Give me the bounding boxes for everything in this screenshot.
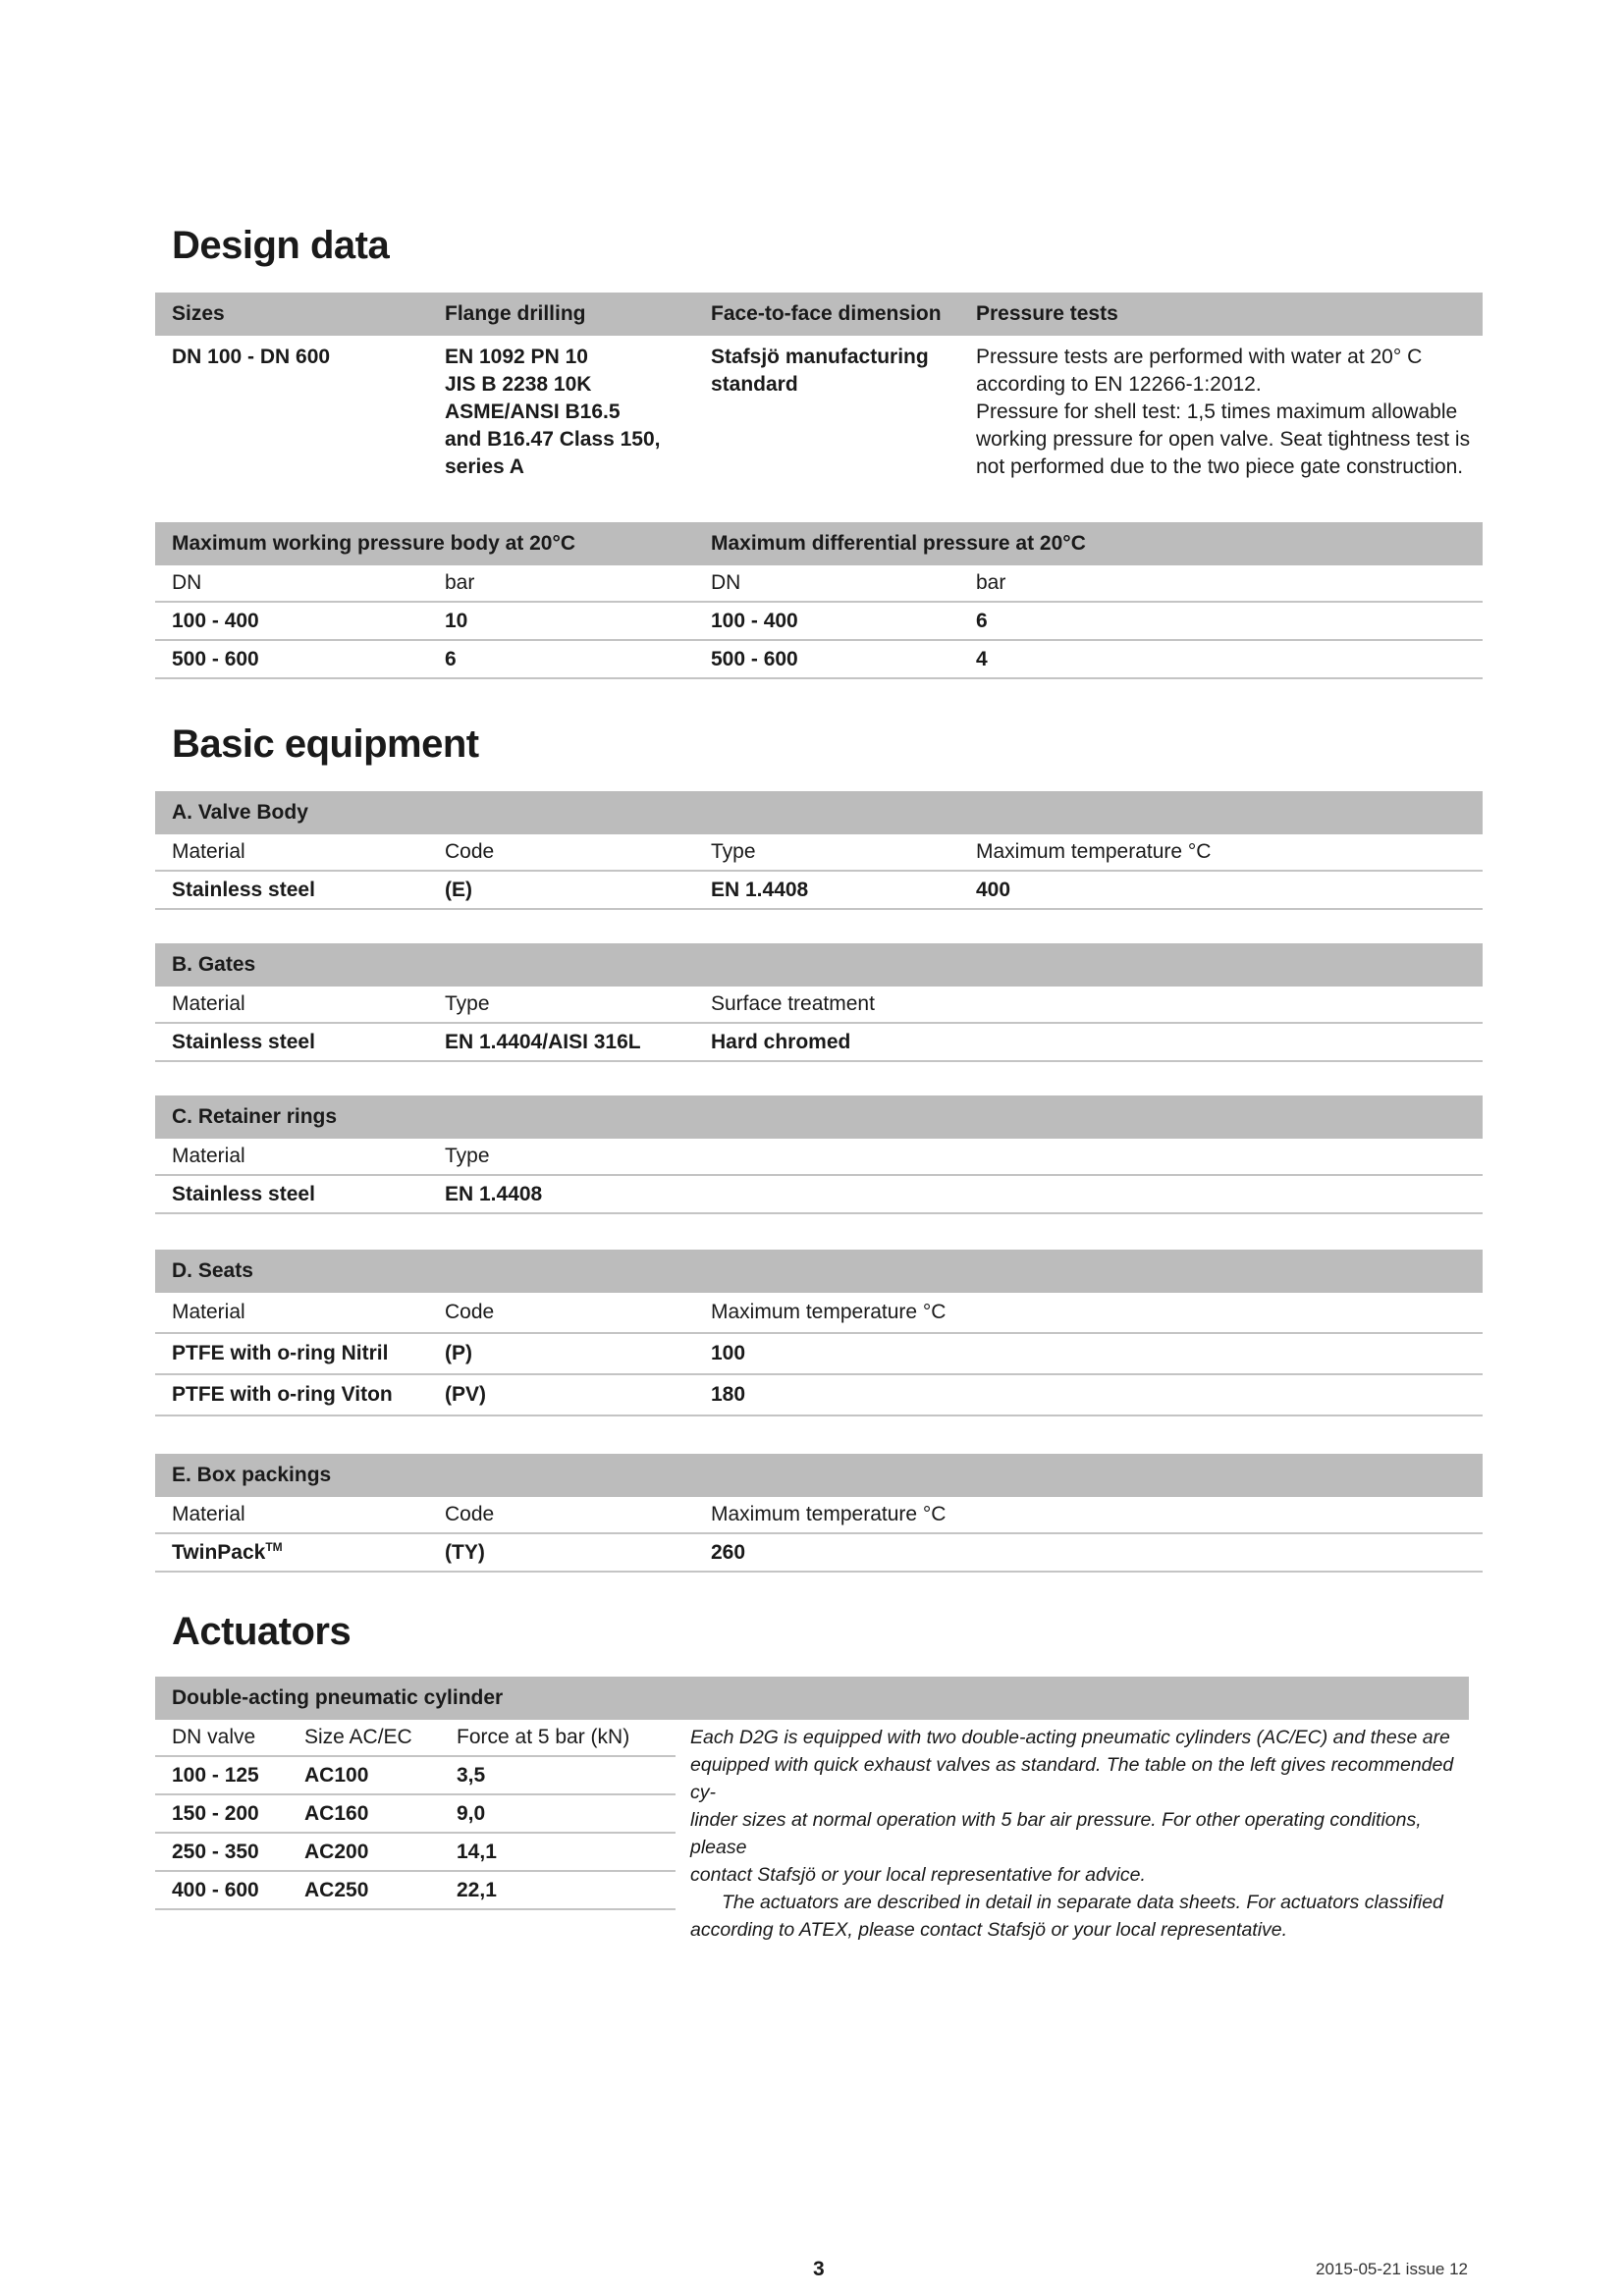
cell: EN 1.4408 <box>445 1182 543 1205</box>
table-label-row <box>155 565 1483 603</box>
pressure-line: Pressure tests are performed with water at 20° C <box>976 346 1423 368</box>
label-bar: bar <box>445 571 475 594</box>
table-row <box>155 1534 1483 1573</box>
table-header <box>155 1095 1483 1139</box>
cell: 3,5 <box>457 1763 486 1787</box>
label-type: Type <box>445 992 490 1015</box>
table-row <box>155 1375 1483 1416</box>
table-row <box>155 1024 1483 1062</box>
cell: (P) <box>445 1342 472 1364</box>
table-label-row <box>155 1720 676 1757</box>
box-packings-table <box>155 1454 1483 1573</box>
note-line: linder sizes at normal operation with 5 bar air pressure. For other operating conditions, please <box>690 1809 1422 1858</box>
cell: 500 - 600 <box>172 647 259 670</box>
flange-cell <box>428 344 694 481</box>
pressure-line: Pressure for shell test: 1,5 times maximum allowable <box>976 400 1458 423</box>
table-row <box>155 336 1483 481</box>
basic-equipment-heading: Basic equipment <box>172 722 479 766</box>
label-dn-valve: DN valve <box>172 1726 256 1748</box>
cell: 4 <box>976 647 988 670</box>
table-header <box>155 943 1483 987</box>
pressure-line: working pressure for open valve. Seat tightness test is <box>976 428 1471 451</box>
label-material: Material <box>172 1145 245 1167</box>
cell: 260 <box>711 1540 746 1564</box>
cell: (TY) <box>445 1540 485 1564</box>
table-header <box>155 1454 1483 1497</box>
actuators-heading: Actuators <box>172 1610 352 1653</box>
face-cell <box>694 344 959 399</box>
section-title: E. Box packings <box>172 1464 332 1486</box>
section-title: D. Seats <box>172 1259 253 1282</box>
cell: 100 <box>711 1342 746 1364</box>
cell: 500 - 600 <box>711 647 798 670</box>
trademark-mark: TM <box>265 1540 283 1554</box>
section-title: Double-acting pneumatic cylinder <box>172 1686 504 1709</box>
cell: 100 - 400 <box>172 609 259 632</box>
sizes-cell: DN 100 - DN 600 <box>172 346 331 368</box>
label-material: Material <box>172 1301 245 1323</box>
seats-table <box>155 1250 1483 1416</box>
header-max-working-pressure: Maximum working pressure body at 20°C <box>172 532 576 555</box>
section-title: A. Valve Body <box>172 801 308 824</box>
cell: 250 - 350 <box>172 1840 259 1863</box>
note-line: according to ATEX, please contact Stafsjö or your local representative. <box>690 1919 1288 1941</box>
label-code: Code <box>445 1301 495 1323</box>
label-code: Code <box>445 840 495 863</box>
label-dn: DN <box>172 571 202 594</box>
pressure-table <box>155 522 1483 679</box>
label-force: Force at 5 bar (kN) <box>457 1726 630 1748</box>
pressure-cell <box>959 344 1483 481</box>
note-paragraph <box>690 1889 1476 1944</box>
table-row <box>155 1834 676 1872</box>
material-name: TwinPack <box>172 1541 266 1564</box>
header-face-to-face: Face-to-face dimension <box>711 302 942 325</box>
cell: 400 - 600 <box>172 1878 259 1901</box>
label-material: Material <box>172 840 245 863</box>
cell: AC200 <box>304 1840 369 1863</box>
table-row <box>155 1872 676 1910</box>
header-flange-drilling: Flange drilling <box>445 302 586 325</box>
cell: PTFE with o-ring Nitril <box>172 1342 389 1364</box>
cell: 100 - 400 <box>711 609 798 632</box>
label-type: Type <box>445 1145 490 1167</box>
table-header <box>155 293 1483 336</box>
pressure-line: according to EN 12266-1:2012. <box>976 373 1262 396</box>
label-surface-treatment: Surface treatment <box>711 992 875 1015</box>
cell: Stainless steel <box>172 878 315 901</box>
cell: AC160 <box>304 1801 369 1825</box>
flange-line: and B16.47 Class 150, <box>445 428 661 451</box>
cell: 9,0 <box>457 1801 486 1825</box>
table-label-row <box>155 1497 1483 1534</box>
section-title: C. Retainer rings <box>172 1105 338 1128</box>
cell: 100 - 125 <box>172 1763 259 1787</box>
flange-line: series A <box>445 455 524 478</box>
cell: 14,1 <box>457 1840 497 1863</box>
header-pressure-tests: Pressure tests <box>976 302 1118 325</box>
table-header <box>155 1677 1469 1720</box>
note-line: equipped with quick exhaust valves as standard. The table on the left gives recommended cy- <box>690 1754 1454 1803</box>
label-bar: bar <box>976 571 1006 594</box>
design-data-heading: Design data <box>172 224 390 267</box>
cell: PTFE with o-ring Viton <box>172 1383 393 1406</box>
actuators-note <box>690 1724 1476 1944</box>
cell: 180 <box>711 1383 746 1406</box>
cell: Stainless steel <box>172 1182 315 1205</box>
cell: Stainless steel <box>172 1030 315 1053</box>
face-line: standard <box>711 373 798 396</box>
label-max-temperature: Maximum temperature °C <box>976 840 1212 863</box>
table-label-row <box>155 1139 1483 1176</box>
gates-table <box>155 943 1483 1062</box>
cell: AC100 <box>304 1763 369 1787</box>
cell: 400 <box>976 878 1011 901</box>
valve-body-table <box>155 791 1483 910</box>
cell: (E) <box>445 878 472 901</box>
table-row <box>155 1795 676 1834</box>
table-row <box>155 1334 1483 1375</box>
label-max-temperature: Maximum temperature °C <box>711 1503 947 1525</box>
pressure-line: not performed due to the two piece gate construction. <box>976 455 1464 478</box>
label-dn: DN <box>711 571 741 594</box>
cell: (PV) <box>445 1383 486 1406</box>
cell: EN 1.4404/AISI 316L <box>445 1030 641 1053</box>
cell: 6 <box>976 609 988 632</box>
flange-line: ASME/ANSI B16.5 <box>445 400 621 423</box>
label-code: Code <box>445 1503 495 1525</box>
note-line: contact Stafsjö or your local representative for advice. <box>690 1864 1146 1886</box>
face-line: Stafsjö manufacturing <box>711 346 929 368</box>
cell: AC250 <box>304 1878 369 1901</box>
label-material: Material <box>172 992 245 1015</box>
note-line: Each D2G is equipped with two double-acting pneumatic cylinders (AC/EC) and these are <box>690 1727 1450 1748</box>
cell: 22,1 <box>457 1878 497 1901</box>
label-material: Material <box>172 1503 245 1525</box>
table-header <box>155 522 1483 565</box>
flange-line: JIS B 2238 10K <box>445 373 592 396</box>
cell: 6 <box>445 647 457 670</box>
section-title: B. Gates <box>172 953 256 976</box>
table-header <box>155 791 1483 834</box>
table-row <box>155 1176 1483 1214</box>
cell: Hard chromed <box>711 1030 851 1053</box>
table-header <box>155 1250 1483 1293</box>
note-paragraph <box>690 1724 1476 1889</box>
table-row <box>155 603 1483 641</box>
header-max-differential-pressure: Maximum differential pressure at 20°C <box>711 532 1086 555</box>
label-max-temperature: Maximum temperature °C <box>711 1301 947 1323</box>
cell: 150 - 200 <box>172 1801 259 1825</box>
issue-date: 2015-05-21 issue 12 <box>1316 2260 1469 2278</box>
retainer-rings-table <box>155 1095 1483 1214</box>
label-size: Size AC/EC <box>304 1726 412 1748</box>
table-label-row <box>155 834 1483 872</box>
flange-line: EN 1092 PN 10 <box>445 346 588 368</box>
note-line: The actuators are described in detail in separate data sheets. For actuators classified <box>722 1892 1443 1913</box>
cell: 10 <box>445 609 468 632</box>
table-row <box>155 872 1483 910</box>
table-label-row <box>155 1293 1483 1334</box>
cell: EN 1.4408 <box>711 878 809 901</box>
cell <box>155 1540 428 1565</box>
header-sizes: Sizes <box>172 302 225 325</box>
label-type: Type <box>711 840 756 863</box>
table-row <box>155 1757 676 1795</box>
design-data-table <box>155 293 1483 481</box>
table-label-row <box>155 987 1483 1024</box>
table-row <box>155 641 1483 679</box>
page-number: 3 <box>813 2258 825 2280</box>
